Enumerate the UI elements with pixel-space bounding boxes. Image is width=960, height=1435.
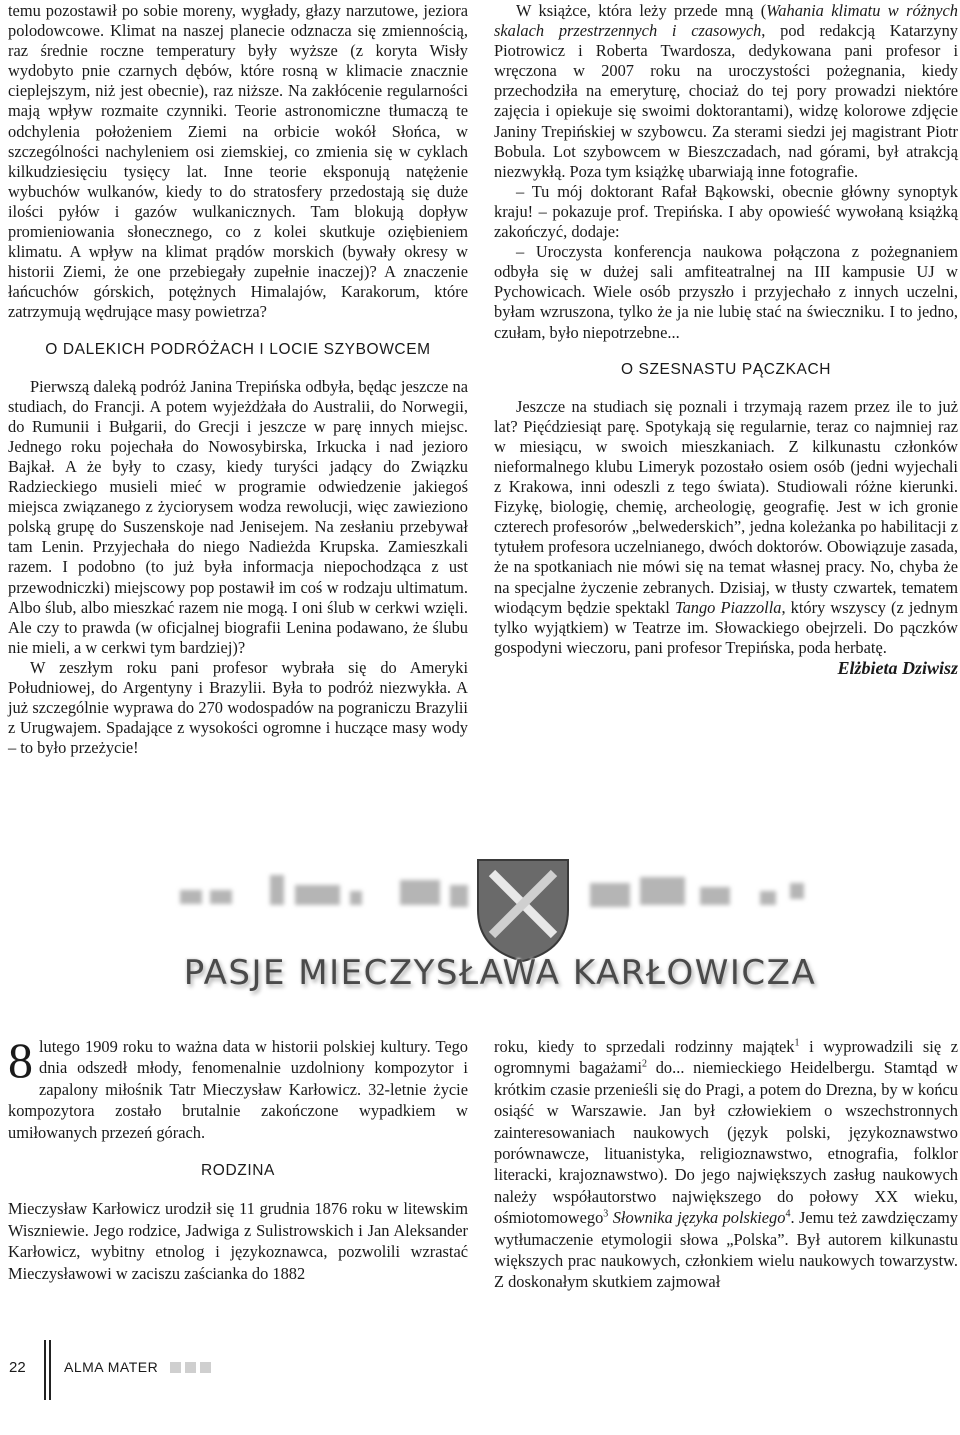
divider bbox=[49, 1340, 51, 1400]
article-right-column bbox=[494, 1, 958, 678]
play-title: Tango Piazzolla bbox=[674, 597, 782, 617]
footnote-ref: 4 bbox=[785, 1208, 791, 1220]
second-article-left-column bbox=[8, 1032, 468, 1284]
paragraph: W książce, która leży przede mną (Wahania klimatu w różnych skalach przestrzennych i czasowych, pod redakcją Katarzyny Piotrowicz i Roberta Twardosza, dedykowana pani profesor i wręczona w 2007 roku na uroczystości pożegnania, kiedy przechodziła na emeryturę, chociaż do tej pory prowadzi niektóre zajęcia i opiekuje się swoimi doktorantami), widzę kolorowe zdjęcie Janiny Trepińskiej w szybowcu. Za sterami siedzi jej magistrant Piotr Bobula. Lot szybowcem w Bieszczadach, nad górami, był atrakcją niezwykłą. Poza tym książkę ubarwiają inne fotografie. bbox=[494, 1, 958, 181]
section-heading: O SZESNASTU PĄCZKACH bbox=[620, 360, 832, 378]
square-icon bbox=[200, 1362, 211, 1373]
page-number: 22 bbox=[9, 1359, 26, 1376]
article-banner bbox=[100, 855, 900, 1015]
paragraph: 8 lutego 1909 roku to ważna data w historii polskiej kultury. Tego dnia odszedł młody, fenomenalnie uzdolniony kompozytor i zapalony miłośnik Tatr Mieczysław Karłowicz. 32-letnie życie kompozytora zostało brutalnie zakończone wypadkiem w umiłowanych przezeń górach. bbox=[8, 1032, 468, 1142]
drop-cap: 8 bbox=[8, 1032, 33, 1088]
footnote-ref: 2 bbox=[642, 1058, 648, 1070]
paragraph: Jeszcze na studiach się poznali i trzymają razem przez ile to już lat? Pięćdziesiąt parę. Spotykają się regularnie, teraz co najmniej raz w miesiącu, w swoich mieszkaniach. Z kilkunastu członków nieformalnego klubu Limeryk pozostało osiem osób (jedni wyjechali z Krakowa, inni odeszli z tego świata). Studiowali różne kierunki. Fizykę, biologię, chemię, archeologię, geografię. Jest w ich gronie czterech profesorów „belwederskich”, jedna koleżanka po habilitacji z tytułem profesora uczelnianego, dwóch doktorów. Obowiązuje zasada, że na spotkaniach nie mówi się na temat własnej pracy. No, chyba że na specjalne życzenie zebranych. Dzisiaj, w tłusty czwartek, tematem wiodącym będzie spektakl Tango Piazzolla, który wszyscy (z jednym tylko wyjątkiem) w Teatrze im. Słowackiego obejrzeli. Do pączków gospodyni wieczoru, pani profesor Trepińska, poda herbatę. bbox=[494, 396, 958, 657]
coat-of-arms-icon bbox=[478, 860, 568, 961]
paragraph: – Tu mój doktorant Rafał Bąkowski, obecnie główny synoptyk kraju! – pokazuje prof. Trepińska. I aby opowieść wywołaną książką zakończyć, dodaje: bbox=[494, 181, 958, 242]
paragraph: Pierwszą daleką podróż Janina Trepińska odbyła, będąc jeszcze na studiach, do Francji. A potem wyjeżdżała do Australii, do Norwegii, do Rumunii i Bułgarii, do Grecji i jeszcze w parę innych miejsc. Jednego roku pojechała do Nowosybirska, Irkucka i nad jezioro Bajkał. A że były to czasy, kiedy turyści jadący do Związku Radzieckiego musieli mieć w programie odwiedzenie jakiegoś miejsca związanego z życiorysem wodza rewolucji, więc zawieziono polską grupę do Suszenskoje nad Jenisejem. Na zesłaniu przebywał tam Lenin. Przyjechała do niego Nadieżda Krupska. Zamieszkali razem. I podobno (to już była informacja niepochodząca z ust przewodniczki) miejscowy pop postawił im coś w rodzaju ultimatum. Albo ślub, albo mieszkać razem nie mogą. I oni ślub w cerkwi wzięli. Ale czy to prawda (w oficjalnej biografii Lenina podawano, że ślubu nie mieli, a w cerkwi tym bardziej)? bbox=[8, 376, 468, 657]
paragraph: roku, kiedy to sprzedali rodzinny majątek$^1$ i wyprowadzili się z ogromnymi bagażami$^2$ do... niemieckiego Heidelbergu. Stamtąd w krótkim czasie przenieśli się do Pragi, a potem do Drezna, by w końcu osiąść w Warszawie. Jan był człowiekiem o wszechstronnych zainteresowaniach naukowych (język polski, językoznawstwo porównawcze, lituanistyka, religioznawstwo, etnografia, folklor literacki, krajoznawstwo). Do jego największych zasług naukowych należy współautorstwo największego do połowy XX wieku, ośmiotomowego$^3$ Słownika języka polskiego$^4$. Jemu też zawdzięczamy wytłumaczenie etymologii słowa „Polska”. Był autorem kilkunastu większych prac naukowych, członkiem wielu naukowych towarzystw. Z doskonałym skutkiem zajmował bbox=[494, 1037, 958, 1292]
footnote-ref: 1 bbox=[794, 1037, 800, 1049]
second-article-right-column bbox=[494, 1036, 958, 1293]
banner-decoration bbox=[100, 855, 900, 965]
book-title: Słownika języka polskiego bbox=[608, 1208, 786, 1228]
paragraph: W zeszłym roku pani profesor wybrała się do Ameryki Południowej, do Argentyny i Brazylii. Była to podróż niezwykła. A już szczególnie wyprawa do 270 wodospadów na pograniczu Brazylii z Urugwajem. Spadające z wysokości ogromne i huczące masy wody – to było przeżycie! bbox=[8, 657, 468, 758]
article-left-column bbox=[8, 1, 468, 758]
author-signature: Elżbieta Dziwisz bbox=[837, 657, 958, 678]
book-title: Wahania klimatu w różnych skalach przestrzennych i czasowych bbox=[494, 1, 958, 41]
square-icon bbox=[185, 1362, 196, 1373]
section-heading: RODZINA bbox=[201, 1162, 275, 1180]
divider bbox=[44, 1340, 46, 1400]
magazine-name: ALMA MATER bbox=[64, 1359, 159, 1375]
paragraph: temu pozostawił po sobie moreny, wygłady, głazy narzutowe, jeziora polodowcowe. Klimat na naszej planecie odznacza się zmiennością, raz średnie roczne temperatury były wyższe (z koryta Wisły wydobyto pnie czarnych dębów, które rosną w klimacie znacznie cieplejszym, niż jest obecnie), raz niższe. Na zakłócenie regularności mają wpływ rozmaite czynniki. Teorie astronomiczne tłumaczą te odchylenia położeniem Ziemi na orbicie wokół Słońca, w szczególności nachyleniem osi ziemskiej, co zmienia się w cyklach kilkudziesięciu tysięcy lat. Inne teorie eksponują natężenie wybuchów wulkanów, kiedy to do stratosfery przedostają się duże ilości pyłów i gazów wulkanicznych. Tam blokują dopływ promieniowania słonecznego, co z kolei skutkuje oziębieniem klimatu. A wpływ na klimat prądów morskich (bywały okresy w historii Ziemi, że one przebiegały zupełnie inaczej)? A znaczenie łańcuchów górskich, potężnych Himalajów, Karakorum, które zatrzymują wędrujące masy powietrza? bbox=[8, 1, 468, 322]
paragraph: – Uroczysta konferencja naukowa połączona z pożegnaniem odbyła się w dużej sali amfiteatralnej na III kampusie UJ w Pychowicach. Wiele osób przyszło i przyjechało z innych uczelni, byłam wzruszona, tylko że ja nie lubię stać na świeczniku. I to jedno, czułam, było niepotrzebne... bbox=[494, 242, 958, 342]
section-heading: O DALEKICH PODRÓŻACH I LOCIE SZYBOWCEM bbox=[45, 340, 431, 358]
paragraph: Mieczysław Karłowicz urodził się 11 grudnia 1876 roku w litewskim Wiszniewie. Jego rodzice, Jadwiga z Sulistrowskich i Jan Aleksander Karłowicz, wybitny etnolog i językoznawca, pozwolili wzrastać Mieczysławowi w zaciszu zaścianka do 1882 bbox=[8, 1199, 468, 1283]
square-icon bbox=[170, 1362, 181, 1373]
footnote-ref: 3 bbox=[603, 1208, 609, 1220]
article-title: PASJE MIECZYSŁAWA KARŁOWICZA bbox=[183, 953, 817, 993]
page-footer bbox=[0, 1340, 300, 1400]
